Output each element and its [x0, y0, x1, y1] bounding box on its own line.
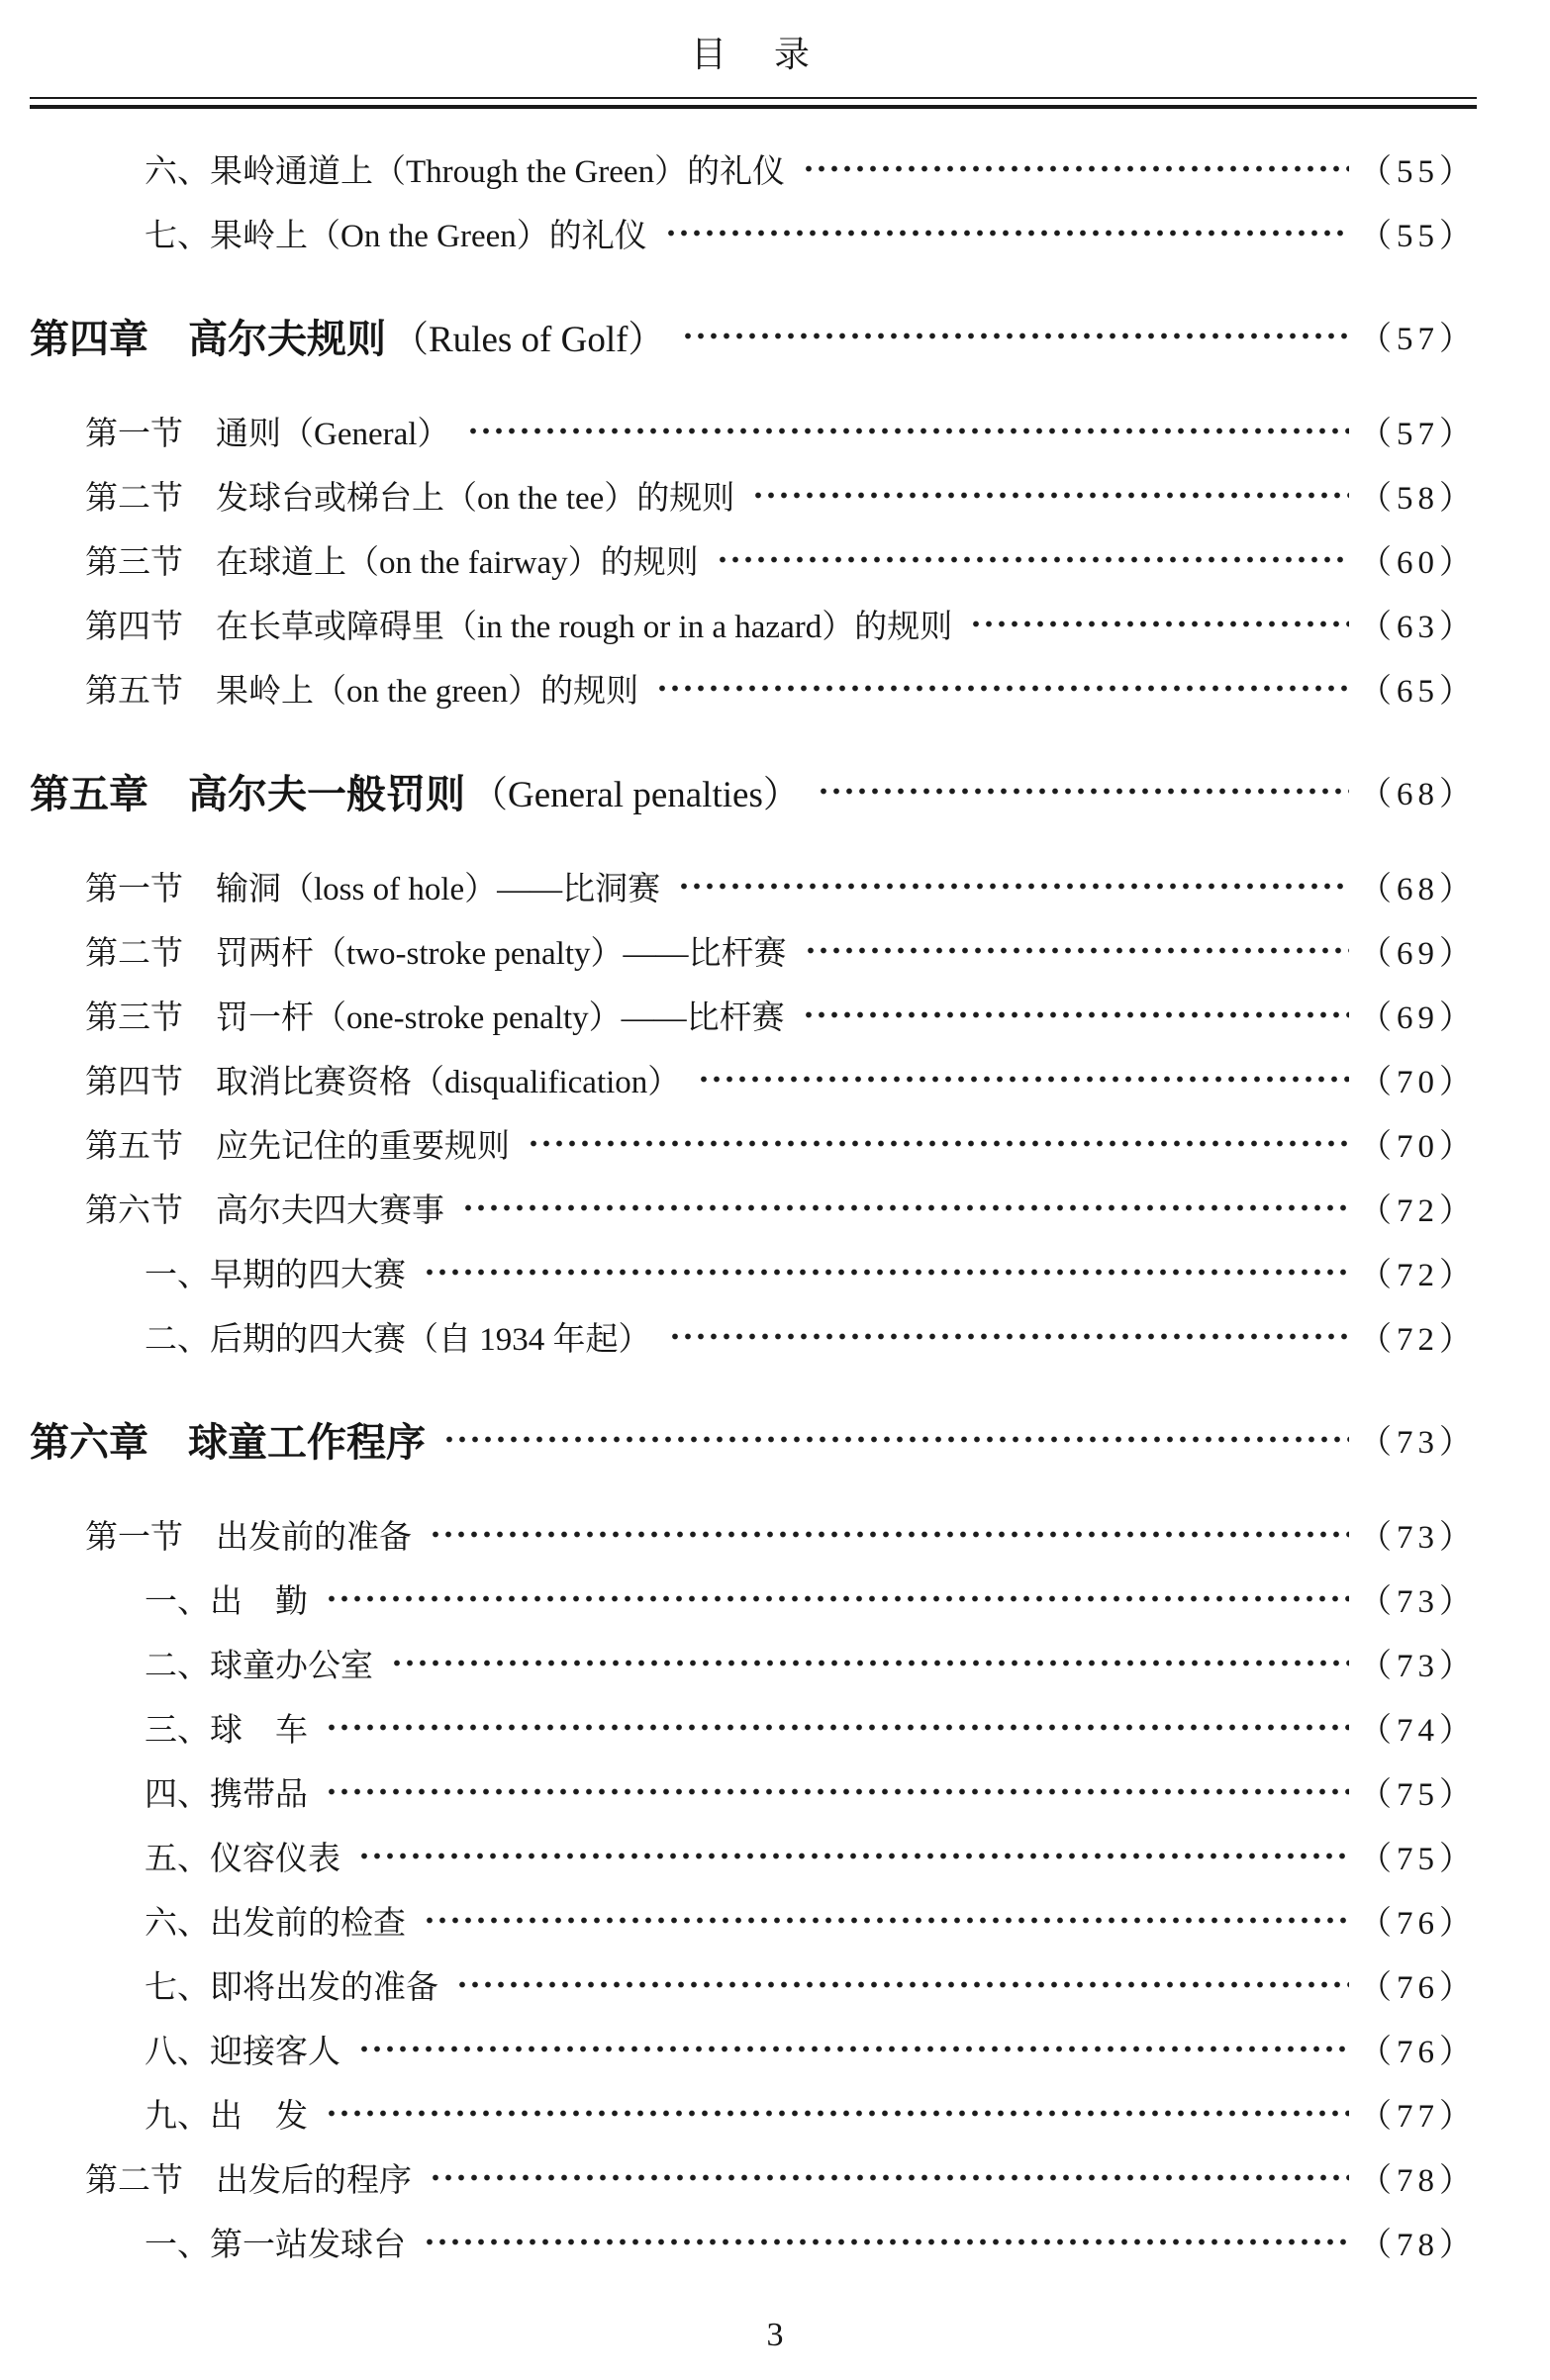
toc-entry [30, 527, 1477, 592]
entry-page-number: （55） [1359, 154, 1477, 190]
entry-page-number: （72） [1359, 1193, 1477, 1229]
entry-label: 四、携带品 [145, 1777, 308, 1813]
entry-label: 第一节 输洞（loss of hole）——比洞赛 [85, 872, 661, 907]
entry-page-number: （76） [1359, 1970, 1477, 2006]
toc-entry [30, 137, 1477, 201]
entry-label: 第一节 出发前的准备 [85, 1520, 412, 1556]
entry-label: 第四节 在长草或障碍里（in the rough or in a hazard）的规则 [85, 610, 953, 645]
toc-entry [30, 1952, 1477, 2017]
dot-leader [326, 1595, 1349, 1602]
dot-leader [462, 1204, 1349, 1211]
dot-leader [424, 2238, 1349, 2245]
entry-label: 第五章 高尔夫一般罚则 [30, 772, 465, 816]
entry-label: 第六节 高尔夫四大赛事 [85, 1193, 444, 1229]
entry-page-number: （69） [1359, 1000, 1477, 1036]
entry-page-number: （73） [1359, 1520, 1477, 1556]
entry-page-number: （74） [1359, 1713, 1477, 1749]
dot-leader [430, 1531, 1349, 1538]
entry-label: 第四节 取消比赛资格（disqualification） [85, 1065, 681, 1100]
toc-entry [30, 1240, 1477, 1304]
entry-label: 第三节 在球道上（on the fairway）的规则 [85, 545, 699, 581]
toc-entry [30, 755, 1477, 826]
entry-label: 五、仪容仪表 [145, 1842, 340, 1877]
toc-list [30, 137, 1477, 2274]
dot-leader [528, 1140, 1349, 1147]
dot-leader [430, 2174, 1349, 2181]
entry-page-number: （76） [1359, 2035, 1477, 2070]
entry-label: 第二节 出发后的程序 [85, 2163, 412, 2199]
toc-entry [30, 201, 1477, 265]
dot-leader [970, 620, 1349, 627]
toc-entry [30, 1888, 1477, 1952]
dot-leader [665, 230, 1349, 237]
toc-entry [30, 2081, 1477, 2145]
dot-leader [669, 1333, 1350, 1340]
entry-label: 第五节 应先记住的重要规则 [85, 1129, 510, 1165]
toc-entry [30, 2145, 1477, 2210]
dot-leader [805, 947, 1349, 954]
entry-label: 第一节 通则（General） [85, 417, 450, 452]
toc-entry [30, 918, 1477, 983]
entry-label-english: （General penalties） [471, 775, 800, 815]
entry-label: 一、出 勤 [145, 1584, 308, 1620]
entry-page-number: （73） [1359, 1584, 1477, 1620]
entry-page-number: （75） [1359, 1842, 1477, 1877]
toc-entry [30, 1403, 1477, 1475]
entry-label: 第六章 球童工作程序 [30, 1420, 426, 1465]
entry-page-number: （73） [1359, 1649, 1477, 1684]
page-title: 目 录 [690, 35, 816, 74]
entry-label: 一、第一站发球台 [145, 2228, 406, 2263]
entry-label: 第二节 发球台或梯台上（on the tee）的规则 [85, 481, 735, 517]
entry-label: 第五节 果岭上（on the green）的规则 [85, 674, 639, 710]
dot-leader [678, 883, 1349, 890]
entry-page-number: （57） [1359, 417, 1477, 452]
toc-entry [30, 399, 1477, 463]
entry-page-number: （78） [1359, 2163, 1477, 2199]
toc-entry [30, 1304, 1477, 1369]
toc-entry [30, 1176, 1477, 1240]
entry-label: 二、后期的四大赛（自 1934 年起） [145, 1322, 651, 1358]
entry-page-number: （55） [1359, 219, 1477, 254]
dot-leader [326, 2110, 1349, 2117]
entry-label: 第三节 罚一杆（one-stroke penalty）——比杆赛 [85, 1000, 785, 1036]
toc-entry [30, 656, 1477, 720]
entry-page-number: （77） [1359, 2099, 1477, 2135]
entry-page-number: （68） [1359, 776, 1477, 812]
dot-leader [391, 1660, 1349, 1666]
dot-leader [803, 1011, 1349, 1018]
entry-page-number: （70） [1359, 1065, 1477, 1100]
entry-page-number: （63） [1359, 610, 1477, 645]
toc-entry [30, 1760, 1477, 1824]
entry-label: 二、球童办公室 [145, 1649, 373, 1684]
dot-leader [326, 1788, 1349, 1795]
toc-entry [30, 592, 1477, 656]
entry-label-english: （Rules of Golf） [392, 320, 665, 360]
entry-label: 六、出发前的检查 [145, 1906, 406, 1942]
entry-page-number: （73） [1359, 1424, 1477, 1461]
dot-leader [818, 788, 1349, 795]
dot-leader [656, 685, 1349, 692]
dot-leader [717, 556, 1349, 563]
entry-page-number: （69） [1359, 936, 1477, 972]
footer-page-number: 3 [766, 2317, 784, 2353]
toc-entry [30, 1502, 1477, 1567]
entry-page-number: （65） [1359, 674, 1477, 710]
toc-entry [30, 983, 1477, 1047]
dot-leader [358, 1853, 1349, 1859]
dot-leader [456, 1981, 1349, 1988]
entry-page-number: （72） [1359, 1258, 1477, 1293]
toc-entry [30, 463, 1477, 527]
toc-entry [30, 1695, 1477, 1760]
entry-label: 第二节 罚两杆（two-stroke penalty）——比杆赛 [85, 936, 787, 972]
entry-page-number: （70） [1359, 1129, 1477, 1165]
entry-label: 第四章 高尔夫规则 [30, 317, 386, 361]
header-divider [30, 97, 1477, 109]
dot-leader [358, 2046, 1349, 2052]
entry-page-number: （68） [1359, 872, 1477, 907]
dot-leader [326, 1724, 1349, 1731]
toc-entry [30, 2210, 1477, 2274]
entry-page-number: （76） [1359, 1906, 1477, 1942]
entry-page-number: （60） [1359, 545, 1477, 581]
toc-entry [30, 300, 1477, 371]
dot-leader [443, 1436, 1349, 1443]
entry-label: 八、迎接客人 [145, 2035, 340, 2070]
entry-page-number: （75） [1359, 1777, 1477, 1813]
dot-leader [424, 1917, 1349, 1924]
entry-label: 三、球 车 [145, 1713, 308, 1749]
entry-page-number: （78） [1359, 2228, 1477, 2263]
entry-label: 一、早期的四大赛 [145, 1258, 406, 1293]
entry-page-number: （58） [1359, 481, 1477, 517]
entry-page-number: （72） [1359, 1322, 1477, 1358]
dot-leader [698, 1076, 1349, 1083]
toc-entry [30, 1111, 1477, 1176]
entry-label: 六、果岭通道上（Through the Green）的礼仪 [145, 154, 786, 190]
dot-leader [803, 165, 1349, 172]
toc-entry [30, 2017, 1477, 2081]
dot-leader [752, 492, 1349, 499]
toc-entry [30, 1567, 1477, 1631]
toc-entry [30, 854, 1477, 918]
toc-entry [30, 1631, 1477, 1695]
toc-entry [30, 1824, 1477, 1888]
entry-label: 七、果岭上（On the Green）的礼仪 [145, 219, 647, 254]
entry-label: 九、出 发 [145, 2099, 308, 2135]
entry-label: 七、即将出发的准备 [145, 1970, 438, 2006]
dot-leader [682, 333, 1349, 339]
entry-page-number: （57） [1359, 321, 1477, 357]
dot-leader [424, 1269, 1349, 1276]
dot-leader [467, 428, 1349, 434]
toc-entry [30, 1047, 1477, 1111]
